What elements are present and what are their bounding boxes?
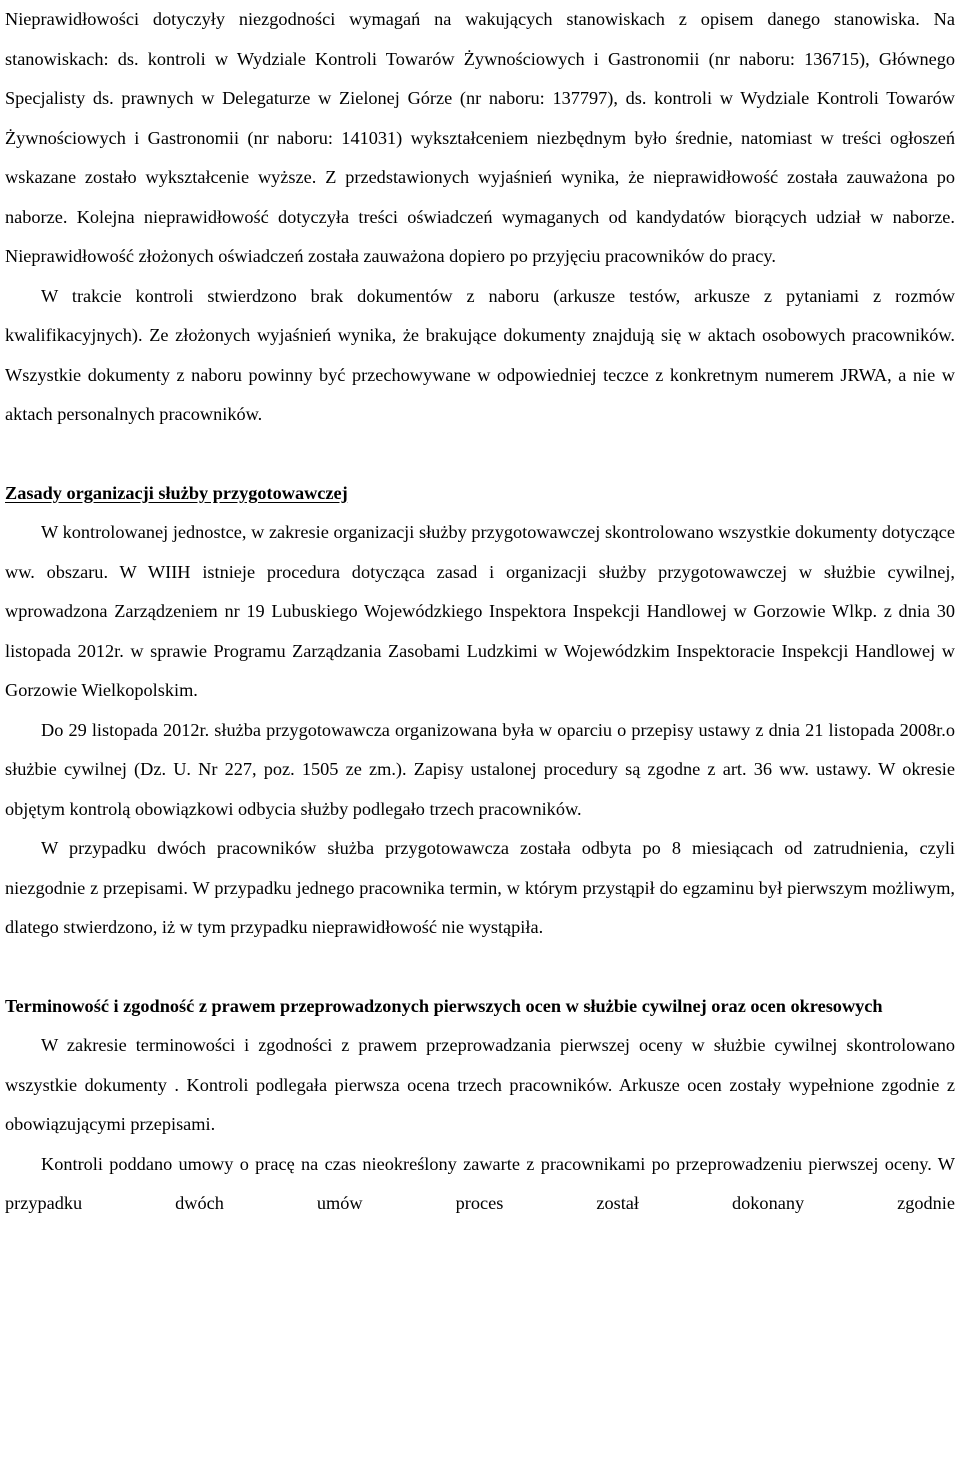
section-heading-first-evaluations: Terminowość i zgodność z prawem przeprowadzonych pierwszych ocen w służbie cywilnej oraz ocen okresowych xyxy=(5,995,883,1016)
paragraph-employment-contracts: Kontroli poddano umowy o pracę na czas nieokreślony zawarte z pracownikami po przeprowadzeniu pierwszej oceny. W przypadku dwóch umów proces został dokonany zgodnie xyxy=(5,1153,955,1213)
paragraph-two-employees: W przypadku dwóch pracowników służba przygotowawcza została odbyta po 8 miesiącach od zatrudnienia, czyli niezgodnie z przepisami. W przypadku jednego pracownika termin, w którym przystąpił do egzaminu był pierwszym możliwym, dlatego stwierdzono, iż w tym przypadku nieprawidłowość nie wystąpiła. xyxy=(5,838,955,937)
paragraph-until-november: Do 29 listopada 2012r. służba przygotowawcza organizowana była w oparciu o przepisy ustawy z dnia 21 listopada 2008r.o służbie cywilnej (Dz. U. Nr 227, poz. 1505 ze zm.). Zapisy ustalonej procedury są zgodne z art. 36 ww. ustawy. W okresie objętym kontrolą obowiązkowi odbycia służby podlegało trzech pracowników. xyxy=(5,719,955,819)
section-heading-preparatory-service: Zasady organizacji służby przygotowawczej xyxy=(5,482,348,503)
section-spacer xyxy=(5,948,955,987)
paragraph-first-evaluation: W zakresie terminowości i zgodności z prawem przeprowadzania pierwszej oceny w służbie cywilnej skontrolowano wszystkie dokumenty . Kontroli podlegała pierwsza ocena trzech pracowników. Arkusze ocen zostały wypełnione zgodnie z obowiązującymi przepisami. xyxy=(5,1035,955,1134)
section-spacer xyxy=(5,435,955,474)
document-page xyxy=(5,0,955,1224)
paragraph-irregularities: Nieprawidłowości dotyczyły niezgodności wymagań na wakujących stanowiskach z opisem danego stanowiska. Na stanowiskach: ds. kontroli w Wydziale Kontroli Towarów Żywnościowych i Gastronomii (nr naboru: 136715), Głównego Specjalisty ds. prawnych w Delegaturze w Zielonej Górze (nr naboru: 137797), ds. kontroli w Wydziale Kontroli Towarów Żywnościowych i Gastronomii (nr naboru: 141031) wykształceniem niezbędnym było średnie, natomiast w treści ogłoszeń wskazane zostało wykształcenie wyższe. Z przedstawionych wyjaśnień wynika, że nieprawidłowość została zauważona po naborze. Kolejna nieprawidłowość dotyczyła treści oświadczeń wymaganych od kandydatów biorących udział w naborze. Nieprawidłowość złożonych oświadczeń została zauważona dopiero po przyjęciu pracowników do pracy. xyxy=(5,9,955,266)
paragraph-missing-documents: W trakcie kontroli stwierdzono brak dokumentów z naboru (arkusze testów, arkusze z pytaniami z rozmów kwalifikacyjnych). Ze złożonych wyjaśnień wynika, że brakujące dokumenty znajdują się w aktach osobowych pracowników. Wszystkie dokumenty z naboru powinny być przechowywane w odpowiedniej teczce z konkretnym numerem JRWA, a nie w aktach personalnych pracowników. xyxy=(5,285,955,424)
paragraph-procedure: W kontrolowanej jednostce, w zakresie organizacji służby przygotowawczej skontrolowano wszystkie dokumenty dotyczące ww. obszaru. W WIIH istnieje procedura dotycząca zasad i organizacji służby przygotowawczej w służbie cywilnej, wprowadzona Zarządzeniem nr 19 Lubuskiego Wojewódzkiego Inspektora Inspekcji Handlowej w Gorzowie Wlkp. z dnia 30 listopada 2012r. w sprawie Programu Zarządzania Zasobami Ludzkimi w Wojewódzkim Inspektoracie Inspekcji Handlowej w Gorzowie Wielkopolskim. xyxy=(5,522,955,700)
